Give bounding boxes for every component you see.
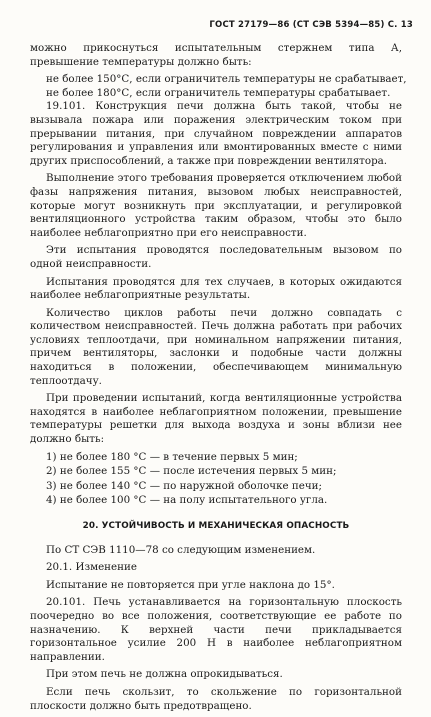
page-header: ГОСТ 27179—86 (СТ СЭВ 5394—85) С. 13 [209, 20, 413, 30]
paragraph: При этом печь не должна опрокидываться. [46, 668, 283, 681]
paragraph: 19.101. Конструкция печи должна быть такой, чтобы не вызывала пожара или поражения электрическим током при прерывании питания, при случайном повреждении аппаратов регулирования и управления или вмонтированных вместе с ними других приспособлений, а также при повреждении вентилятора. [30, 100, 402, 167]
section-title: 20. УСТОЙЧИВОСТЬ И МЕХАНИЧЕСКАЯ ОПАСНОСТЬ [82, 521, 350, 531]
temperature-list [30, 451, 402, 508]
paragraph: При проведении испытаний, когда вентиляционные устройства находятся в наиболее неблагоприятном положении, превышение температуры решетки для выхода воздуха и зоны вблизи нее должно быть: [30, 392, 402, 446]
paragraph: Испытание не повторяется при угле наклона до 15°. [46, 578, 335, 591]
list-item: 1) не более 180 °С — в течение первых 5 мин; [46, 450, 298, 463]
document-body [30, 42, 407, 717]
paragraph: можно прикоснуться испытательным стержнем типа А, превышение температуры должно быть: [30, 42, 402, 68]
paragraph: не более 150°С, если ограничитель температуры не срабатывает, [46, 73, 407, 86]
paragraph: не более 180°С, если ограничитель температуры срабатывает. [46, 86, 391, 99]
paragraph: Если печь скользит, то скольжение по горизонтальной плоскости должно быть предотвращено. [30, 685, 402, 712]
paragraph: 20.101. Печь устанавливается на горизонтальную плоскость поочередно во все положения, соответствующие ее работе по назначению. К верхней части печи прикладывается горизонтальное усилие 200 Н в наиболее неблагоприятном направлении. [30, 596, 402, 663]
paragraph: 20.1. Изменение [46, 561, 137, 574]
paragraph: Количество циклов работы печи должно совпадать с количеством неисправностей. Печь должна работать при рабочих условиях теплоотдачи, при номинальном напряжении питания, причем вентиляторы, заслонки и подобные части должны находиться в положении, обеспечивающем минимальную теплоотдачу. [30, 306, 402, 387]
list-item: 2) не более 155 °С — после истечения первых 5 мин; [46, 465, 337, 478]
list-item: 4) не более 100 °С — на полу испытательного угла. [46, 494, 328, 507]
paragraph: Испытания проводятся для тех случаев, в которых ожидаются наиболее неблагоприятные результаты. [30, 275, 402, 302]
paragraph: По СТ СЭВ 1110—78 со следующим изменением. [46, 543, 316, 556]
list-item: 3) не более 140 °С — по наружной оболочке печи; [46, 479, 322, 492]
paragraph: Выполнение этого требования проверяется отключением любой фазы напряжения питания, вызовом любых неисправностей, которые могут возникнуть при эксплуатации, и регулировкой вентиляционного устройства таким образом, чтобы это было наиболее неблагоприятно при его неисправности. [30, 172, 402, 239]
paragraph: Эти испытания проводятся последовательным вызовом по одной неисправности. [30, 244, 402, 270]
